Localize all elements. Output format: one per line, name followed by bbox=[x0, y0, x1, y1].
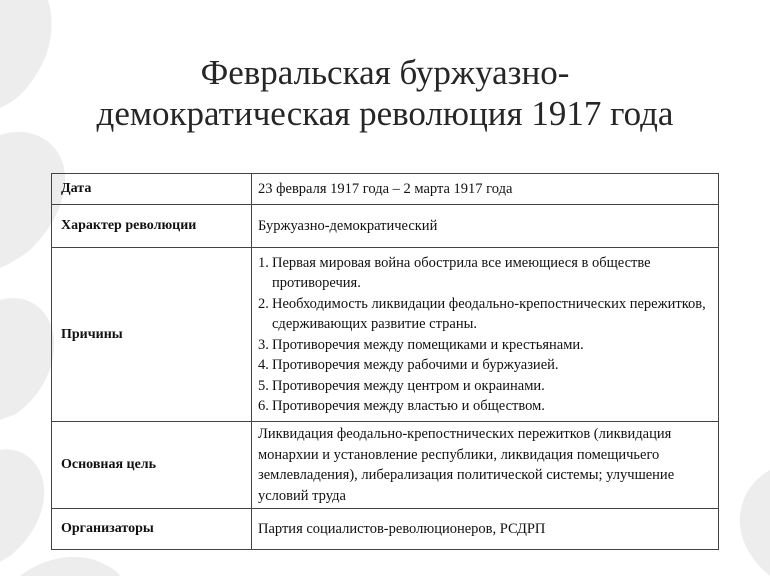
cause-text: Противоречия между рабочими и буржуазией. bbox=[272, 357, 559, 373]
cause-text: Необходимость ликвидации феодально-крепостнических пережитков, сдерживающих развитие страны. bbox=[272, 295, 706, 332]
table-row-organizers bbox=[52, 509, 719, 550]
slide-title bbox=[0, 52, 770, 134]
cause-text: Противоречия между центром и окраинами. bbox=[272, 377, 545, 394]
cause-item bbox=[258, 335, 710, 356]
cause-text: Противоречия между властью и обществом. bbox=[272, 398, 545, 414]
causes-label: Причины bbox=[52, 248, 252, 422]
table-row-causes bbox=[52, 248, 719, 422]
cause-number: 3. bbox=[258, 336, 269, 353]
cause-item bbox=[258, 396, 710, 417]
cause-text: Противоречия между помещиками и крестьянами. bbox=[272, 336, 584, 353]
table-row-character bbox=[52, 205, 719, 248]
title-line-1: Февральская буржуазно- bbox=[200, 53, 570, 92]
organizers-value: Партия социалистов-революционеров, РСДРП bbox=[252, 509, 719, 550]
cause-item bbox=[258, 294, 710, 335]
cause-text: Первая мировая война обострила все имеющиеся в обществе противоречия. bbox=[272, 254, 651, 291]
deco-shape-right bbox=[740, 470, 770, 576]
cause-item bbox=[258, 355, 710, 376]
cause-item bbox=[258, 253, 710, 294]
cause-number: 5. bbox=[258, 377, 269, 394]
cause-number: 2. bbox=[258, 295, 269, 312]
organizers-label: Организаторы bbox=[52, 509, 252, 550]
deco-shape-lower bbox=[0, 449, 44, 562]
table-row-date bbox=[52, 174, 719, 205]
title-line-2: демократическая революция 1917 года bbox=[96, 94, 674, 133]
revolution-table bbox=[51, 173, 719, 550]
character-value: Буржуазно-демократический bbox=[252, 205, 719, 248]
cause-number: 4. bbox=[258, 357, 269, 373]
deco-shape-bottom bbox=[20, 557, 120, 576]
table-row-goal bbox=[52, 422, 719, 509]
character-label: Характер революции bbox=[52, 205, 252, 248]
deco-shape-middle bbox=[0, 298, 54, 420]
cause-number: 6. bbox=[258, 398, 269, 414]
date-label: Дата bbox=[52, 174, 252, 205]
causes-list bbox=[258, 253, 710, 417]
causes-cell bbox=[252, 248, 719, 422]
goal-label: Основная цель bbox=[52, 422, 252, 509]
cause-item bbox=[258, 376, 710, 397]
cause-number: 1. bbox=[258, 254, 269, 271]
date-value: 23 февраля 1917 года – 2 марта 1917 года bbox=[252, 174, 719, 205]
goal-value: Ликвидация феодально-крепостнических пережитков (ликвидация монархии и установление республики, ликвидация помещичьего землевладения), либерализация политической системы; улучшение условий труда bbox=[252, 422, 719, 509]
